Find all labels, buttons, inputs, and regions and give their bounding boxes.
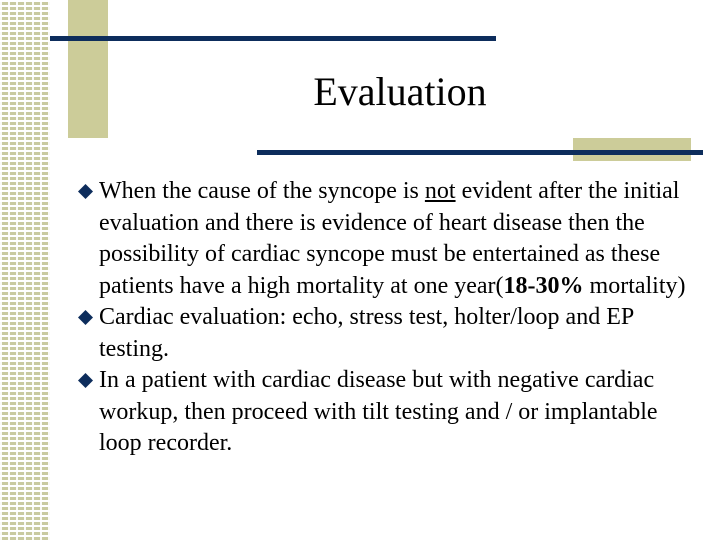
decorative-stripe bbox=[0, 0, 50, 540]
bullet-text-mid: evident after the initial evaluation and there is evidence of heart disease then the possibility of cardiac syncope must be entertained as these patients have a high mortality at one year( bbox=[99, 178, 680, 299]
bullet-item bbox=[78, 176, 688, 302]
diamond-bullet-icon bbox=[78, 310, 93, 325]
bullet-item bbox=[78, 302, 688, 365]
bullet-text-pre: When the cause of the syncope is bbox=[99, 178, 425, 204]
bullet-item bbox=[78, 365, 688, 460]
bullet-list bbox=[78, 176, 688, 460]
slide-title: Evaluation bbox=[313, 69, 487, 114]
bullet-text-underlined: not bbox=[424, 178, 456, 204]
title-rule-top bbox=[50, 36, 496, 41]
decorative-block-left bbox=[68, 0, 108, 138]
title-rule-bottom bbox=[257, 150, 703, 155]
diamond-bullet-icon bbox=[78, 373, 93, 388]
bullet-text-post: mortality) bbox=[583, 272, 686, 299]
bullet-text-bold: 18-30% bbox=[503, 272, 584, 299]
bullet-text: In a patient with cardiac disease but with negative cardiac workup, then proceed with tilt testing and / or implantable loop recorder. bbox=[99, 367, 658, 456]
bullet-text: Cardiac evaluation: echo, stress test, holter/loop and EP testing. bbox=[99, 304, 634, 362]
diamond-bullet-icon bbox=[78, 184, 93, 199]
